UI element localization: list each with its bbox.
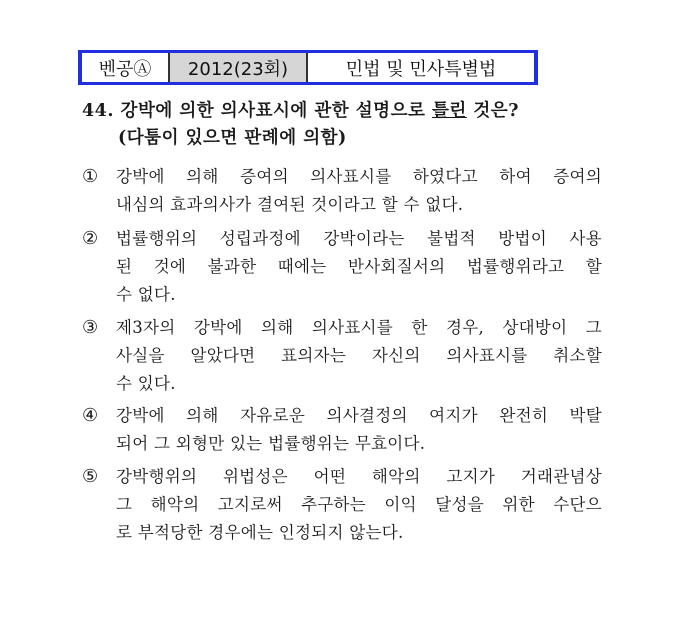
option-line: 사실을 알았다면 표의자는 자신의 의사표시를 취소할 (116, 346, 602, 365)
question-condition: (다툼이 있으면 판례에 의함) (118, 128, 347, 148)
option-line: 그 해악의 고지로써 추구하는 이익 달성을 위한 수단으 (116, 495, 602, 514)
option-line: 되어 그 외형만 있는 법률행위는 무효이다. (116, 434, 426, 453)
option-line: 제3자의 강박에 의해 의사표시를 한 경우, 상대방이 그 (116, 318, 602, 337)
option-line: 수 없다. (116, 285, 176, 304)
option-1[interactable] (82, 163, 602, 219)
option-5[interactable] (82, 463, 602, 547)
option-text (116, 402, 602, 458)
option-line: 강박행위의 위법성은 어떤 해악의 고지가 거래관념상 (116, 467, 602, 486)
exam-header (78, 50, 538, 85)
option-number: ① (82, 166, 99, 187)
option-line: 로 부적당한 경우에는 인정되지 않는다. (116, 523, 404, 542)
question-text-end: 것은? (466, 101, 519, 121)
question-number: 44. (82, 101, 114, 121)
option-line: 법률행위의 성립과정에 강박이라는 불법적 방법이 사용 (116, 229, 602, 248)
option-line: 강박에 의해 자유로운 의사결정의 여지가 완전히 박탈 (116, 406, 602, 425)
question-keyword: 틀린 (432, 101, 467, 121)
option-number: ④ (82, 405, 99, 426)
option-text (116, 463, 602, 547)
question (82, 98, 602, 152)
option-text (116, 163, 602, 219)
exam-subject: 민법 및 민사특별법 (345, 58, 497, 80)
exam-year: 2012(23회) (170, 53, 308, 82)
option-4[interactable] (82, 402, 602, 458)
option-line: 된 것에 불과한 때에는 반사회질서의 법률행위라고 할 (116, 257, 602, 276)
option-text (116, 225, 602, 309)
option-line: 수 있다. (116, 374, 176, 393)
option-line: 강박에 의해 증여의 의사표시를 하였다고 하여 증여의 (116, 167, 602, 186)
option-line: 내심의 효과의사가 결여된 것이라고 할 수 없다. (116, 195, 464, 214)
option-text (116, 314, 602, 398)
exam-label: 벤공Ⓐ (82, 53, 170, 82)
option-number: ② (82, 228, 99, 249)
option-number: ③ (82, 317, 99, 338)
option-number: ⑤ (82, 466, 99, 487)
option-2[interactable] (82, 225, 602, 309)
option-3[interactable] (82, 314, 602, 398)
question-text-start: 강박에 의한 의사표시에 관한 설명으로 (120, 101, 432, 121)
